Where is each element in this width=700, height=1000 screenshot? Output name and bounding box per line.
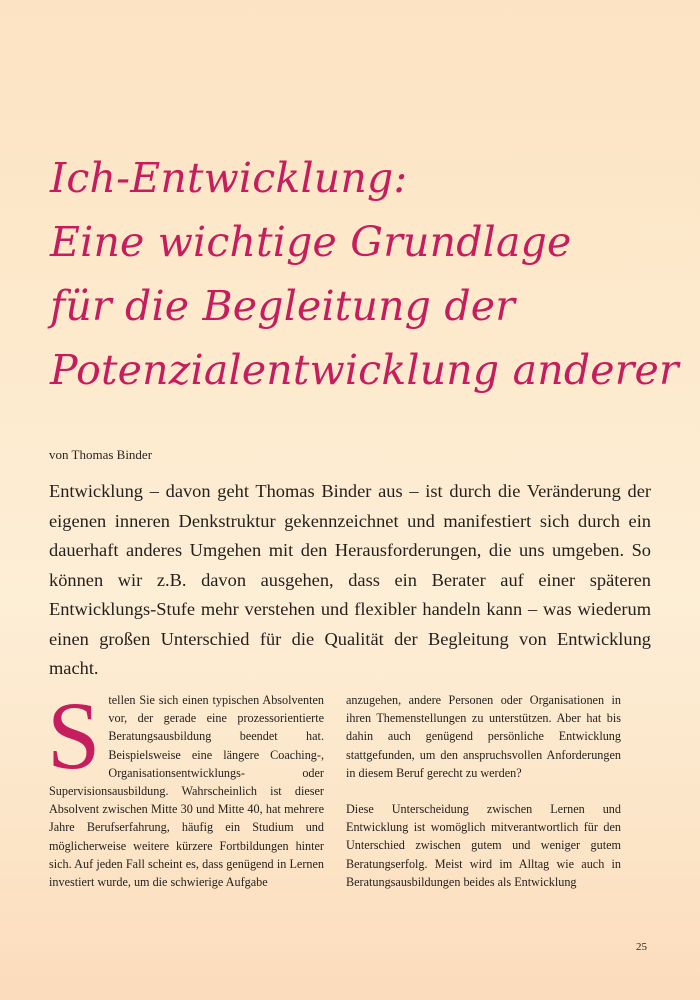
title-line-2: Eine wichtige Grundlage [50,218,572,266]
lead-paragraph: Entwicklung – davon geht Thomas Binder aus – ist durch die Veränderung der eigenen inneren Denkstruktur gekennzeichnet und manifestiert sich durch ein dauerhaft anderes Umgehen mit den Herausforderungen, die uns umgeben. So können wir z.B. davon ausgehen, dass ein Berater auf einer späteren Entwicklungs-Stufe mehr verstehen und flexibler handeln kann – was wiederum einen großen Unterschied für die Qualität der Begleitung von Entwicklung macht. [49,481,651,678]
title-line-3: für die Begleitung der [50,282,516,330]
title-line-1: Ich-Entwicklung: [50,154,408,202]
title-line-4: Potenzialentwicklung anderer [50,346,679,394]
article-title [50,146,679,402]
byline: von Thomas Binder [49,447,153,462]
drop-cap: S [47,682,101,789]
body-column-right [346,691,621,891]
body-paragraph-3: Diese Unterscheidung zwischen Lernen und Entwicklung ist womöglich mitverantwortlich für den Unterschied zwischen gutem und weniger gutem Beratungserfolg. Meist wird im Alltag wie auch in Beratungsausbildungen beides als Entwicklung [346,802,621,889]
body-text-left: tellen Sie sich einen typischen Absolventen vor, der gerade eine prozessorientierte Beratungsausbildung beendet hat. Beispielsweise eine längere Coaching-, Organisationsentwicklungs- oder Supervisionsausbildung. Wahrscheinlich ist dieser Absolvent zwischen Mitte 30 und Mitte 40, hat mehrere Jahre Berufserfahrung, häufig ein Studium und möglicherweise weitere kürzere Fortbildungen hinter sich. Auf jeden Fall scheint es, dass genügend in Lernen investiert wurde, um die schwierige Aufgabe [49,693,324,890]
page-number: 25 [636,941,647,953]
body-column-left [47,682,324,891]
body-paragraph-1 [47,682,324,891]
body-paragraph-2: anzugehen, andere Personen oder Organisationen in ihren Themenstellungen zu unterstützen. Aber hat bis dahin auch genügend persönliche Entwicklung stattgefunden, um den anspruchsvollen Anforderungen in diesem Beruf gerecht zu werden? [346,693,621,780]
